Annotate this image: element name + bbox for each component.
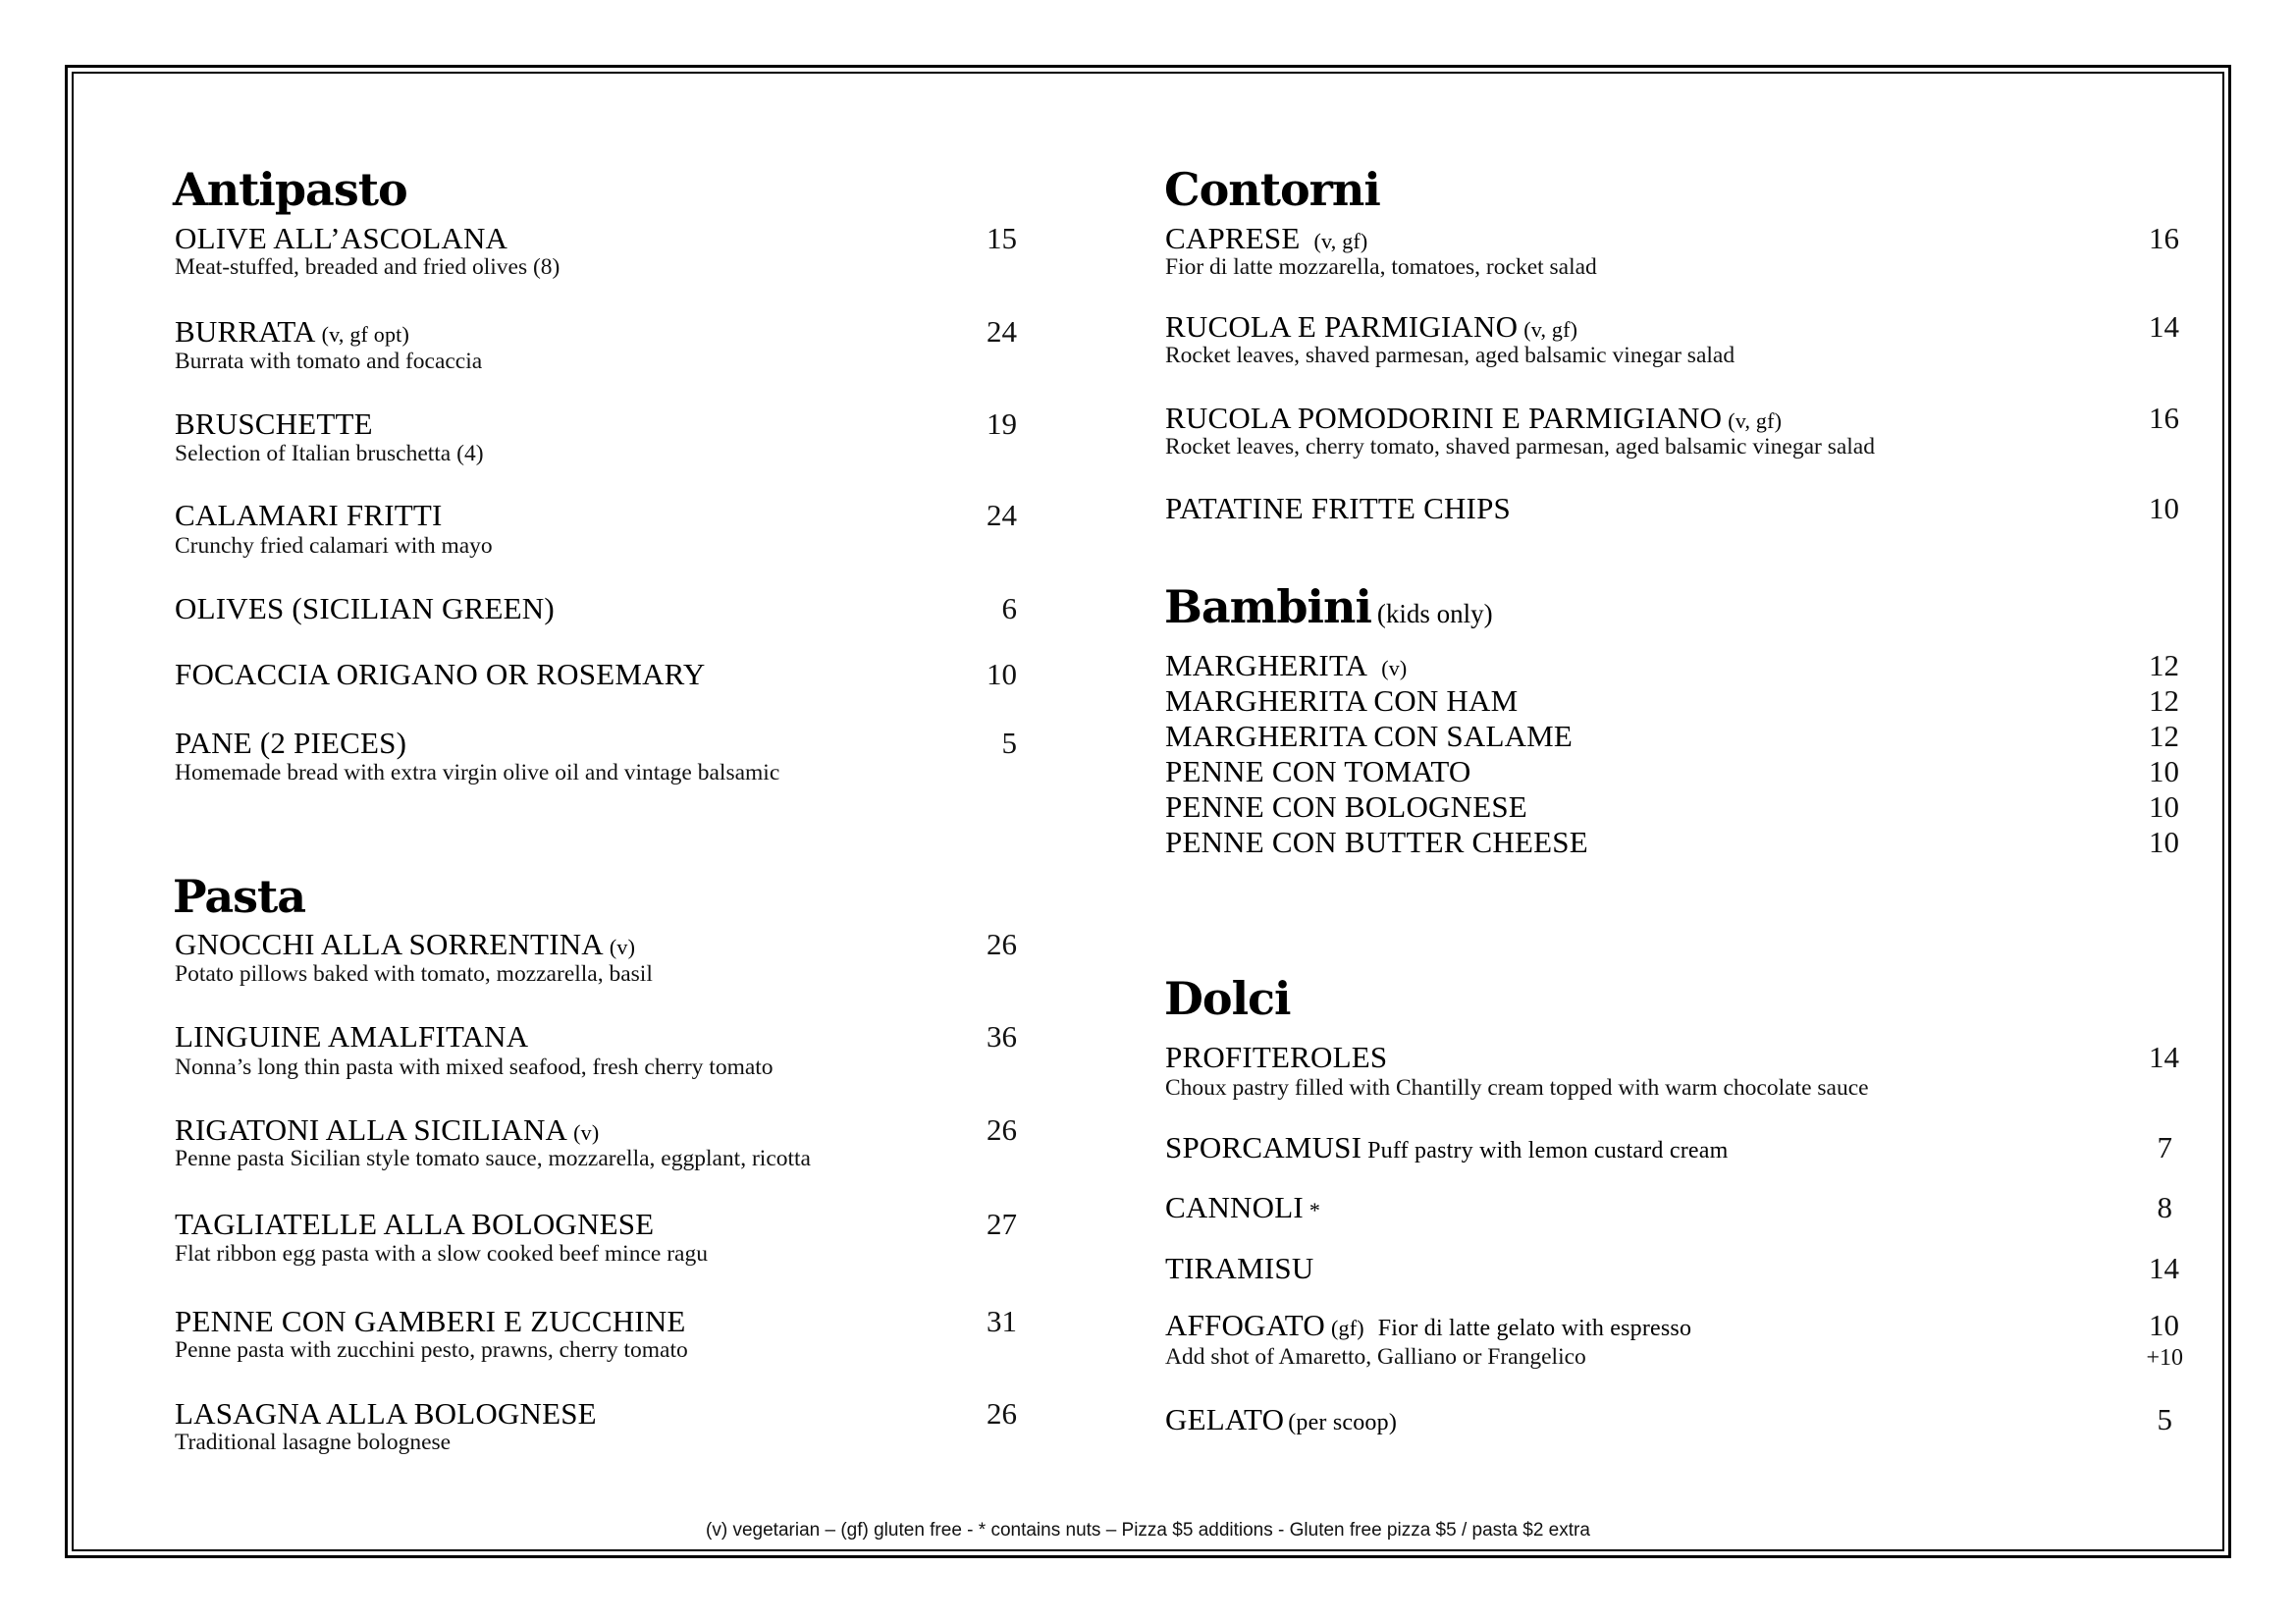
item-name (1165, 1404, 1397, 1434)
item-name-text: MARGHERITA (1165, 648, 1368, 682)
contains-nuts-marker: * (1308, 1198, 1321, 1222)
item-description: Crunchy fried calamari with mayo (175, 533, 493, 559)
item-price: 27 (987, 1207, 1017, 1241)
item-price: 16 (2149, 401, 2179, 435)
item-addon-description: Add shot of Amaretto, Galliano or Frangelico (1165, 1344, 1586, 1370)
item-name (175, 408, 373, 439)
item-price: 10 (2149, 789, 2179, 824)
item-price: 12 (2149, 719, 2179, 753)
item-name (175, 728, 406, 758)
item-name-text: OLIVE ALL’ASCOLANA (175, 221, 508, 255)
section-title-bambini (1164, 580, 1493, 633)
item-name (1165, 403, 1782, 433)
item-name-text: PATATINE FRITTE CHIPS (1165, 491, 1511, 525)
item-name: PENNE CON TOMATO (1165, 754, 1471, 788)
section-title-dolci: Dolci (1164, 972, 1291, 1025)
item-name-text: GNOCCHI ALLA SORRENTINA (175, 927, 604, 961)
item-name: TIRAMISU (1165, 1251, 1314, 1285)
item-price: 36 (987, 1019, 1017, 1054)
item-price: 12 (2149, 683, 2179, 718)
item-price: 12 (2149, 648, 2179, 682)
item-name (175, 593, 555, 623)
item-name-text: LINGUINE AMALFITANA (175, 1019, 529, 1054)
item-name-text: PANE (2 PIECES) (175, 726, 407, 760)
item-description: Homemade bread with extra virgin olive oil and vintage balsamic (175, 760, 780, 785)
item-description: Penne pasta Sicilian style tomato sauce, mozzarella, eggplant, ricotta (175, 1146, 811, 1171)
item-price: 19 (987, 406, 1017, 441)
item-description: Burrata with tomato and focaccia (175, 349, 483, 374)
dietary-tag: (v) (1381, 656, 1408, 680)
section-title-text: Bambini (1164, 580, 1371, 633)
item-price: 14 (2149, 1251, 2179, 1285)
item-name (175, 223, 507, 253)
item-description: Nonna’s long thin pasta with mixed seafood, fresh cherry tomato (175, 1055, 774, 1080)
item-inline-description: Fior di latte gelato with espresso (1377, 1316, 1692, 1341)
item-price: 26 (987, 1396, 1017, 1431)
footer-legend: (v) vegetarian – (gf) gluten free - * contains nuts – Pizza $5 additions - Gluten free pizza $5 / pasta $2 extra (706, 1520, 1590, 1541)
item-price: 31 (987, 1304, 1017, 1338)
item-name-text: OLIVES (SICILIAN GREEN) (175, 591, 555, 625)
item-name-text: PENNE CON GAMBERI E ZUCCHINE (175, 1304, 686, 1338)
item-price: 10 (2149, 825, 2179, 859)
item-name: MARGHERITA CON HAM (1165, 683, 1519, 718)
item-name-text: RIGATONI ALLA SICILIANA (175, 1112, 568, 1147)
item-name (175, 659, 705, 689)
dietary-tag: (v, gf) (1313, 229, 1368, 253)
item-name-text: TAGLIATELLE ALLA BOLOGNESE (175, 1207, 655, 1241)
item-name (1165, 1310, 1691, 1340)
section-title-antipasto: Antipasto (173, 163, 407, 216)
item-name (1165, 493, 1511, 523)
item-name (1165, 311, 1577, 342)
dietary-tag: (v) (573, 1120, 600, 1145)
item-name-text: CANNOLI (1165, 1190, 1304, 1224)
item-name-text: BRUSCHETTE (175, 406, 373, 441)
section-title-contorni: Contorni (1164, 163, 1380, 216)
item-description: Rocket leaves, shaved parmesan, aged balsamic vinegar salad (1165, 343, 1735, 368)
item-price: 5 (2157, 1402, 2172, 1436)
item-description: Rocket leaves, cherry tomato, shaved parmesan, aged balsamic vinegar salad (1165, 434, 1875, 460)
item-price: 10 (2149, 1308, 2179, 1342)
section-note: (kids only) (1376, 599, 1493, 628)
item-name (1165, 650, 1407, 680)
item-name: MARGHERITA CON SALAME (1165, 719, 1574, 753)
item-description: Penne pasta with zucchini pesto, prawns, cherry tomato (175, 1337, 688, 1363)
item-name-text: FOCACCIA ORIGANO OR ROSEMARY (175, 657, 706, 691)
item-description: Choux pastry filled with Chantilly cream topped with warm chocolate sauce (1165, 1075, 1869, 1101)
item-description: Traditional lasagne bolognese (175, 1430, 452, 1455)
dietary-tag: (v) (609, 935, 636, 959)
dietary-tag: (v, gf) (1728, 408, 1783, 433)
item-price: 24 (987, 314, 1017, 349)
item-name-text: RUCOLA E PARMIGIANO (1165, 309, 1519, 344)
item-name-text: CALAMARI FRITTI (175, 498, 443, 532)
item-name (175, 1021, 528, 1052)
item-price: 10 (2149, 754, 2179, 788)
item-name-text: CAPRESE (1165, 221, 1301, 255)
item-price: 10 (2149, 491, 2179, 525)
item-name (175, 929, 635, 959)
item-name: PENNE CON BUTTER CHEESE (1165, 825, 1588, 859)
item-name-text: SPORCAMUSI (1165, 1130, 1362, 1164)
item-name (175, 1398, 597, 1429)
item-price: 15 (987, 221, 1017, 255)
item-description: Meat-stuffed, breaded and fried olives (8) (175, 254, 561, 280)
item-portion-note: (per scoop) (1288, 1410, 1398, 1435)
item-name (1165, 1192, 1320, 1222)
item-description: Potato pillows baked with tomato, mozzarella, basil (175, 961, 653, 987)
item-price: 7 (2157, 1130, 2172, 1164)
item-price: 10 (987, 657, 1017, 691)
item-name (175, 1114, 599, 1145)
item-name-text: AFFOGATO (1165, 1308, 1325, 1342)
item-name (175, 1209, 654, 1239)
item-name (1165, 1132, 1728, 1163)
item-name (175, 316, 409, 347)
dietary-tag: (v, gf opt) (321, 322, 409, 347)
item-name-text: RUCOLA POMODORINI E PARMIGIANO (1165, 401, 1723, 435)
item-price: 6 (1001, 591, 1017, 625)
item-price: 24 (987, 498, 1017, 532)
item-name-text: GELATO (1165, 1402, 1285, 1436)
item-name (175, 500, 443, 530)
item-price: 26 (987, 1112, 1017, 1147)
item-name-text: LASAGNA ALLA BOLOGNESE (175, 1396, 597, 1431)
item-description: Selection of Italian bruschetta (4) (175, 441, 484, 466)
section-title-pasta: Pasta (173, 870, 306, 923)
item-name (175, 1306, 686, 1336)
item-price: 8 (2157, 1190, 2172, 1224)
item-price: 14 (2149, 1040, 2179, 1074)
item-price: 16 (2149, 221, 2179, 255)
item-price: 26 (987, 927, 1017, 961)
dietary-tag: (v, gf) (1523, 317, 1578, 342)
item-name-text: BURRATA (175, 314, 316, 349)
dietary-tag: (gf) (1330, 1316, 1364, 1340)
item-description: Flat ribbon egg pasta with a slow cooked beef mince ragu (175, 1241, 708, 1267)
item-description: Fior di latte mozzarella, tomatoes, rocket salad (1165, 254, 1597, 280)
item-price: 14 (2149, 309, 2179, 344)
item-addon-price: +10 (2146, 1345, 2183, 1371)
item-inline-description: Puff pastry with lemon custard cream (1367, 1138, 1729, 1163)
item-price: 5 (1001, 726, 1017, 760)
item-name: PENNE CON BOLOGNESE (1165, 789, 1527, 824)
item-name (1165, 223, 1367, 253)
item-name: PROFITEROLES (1165, 1040, 1388, 1074)
